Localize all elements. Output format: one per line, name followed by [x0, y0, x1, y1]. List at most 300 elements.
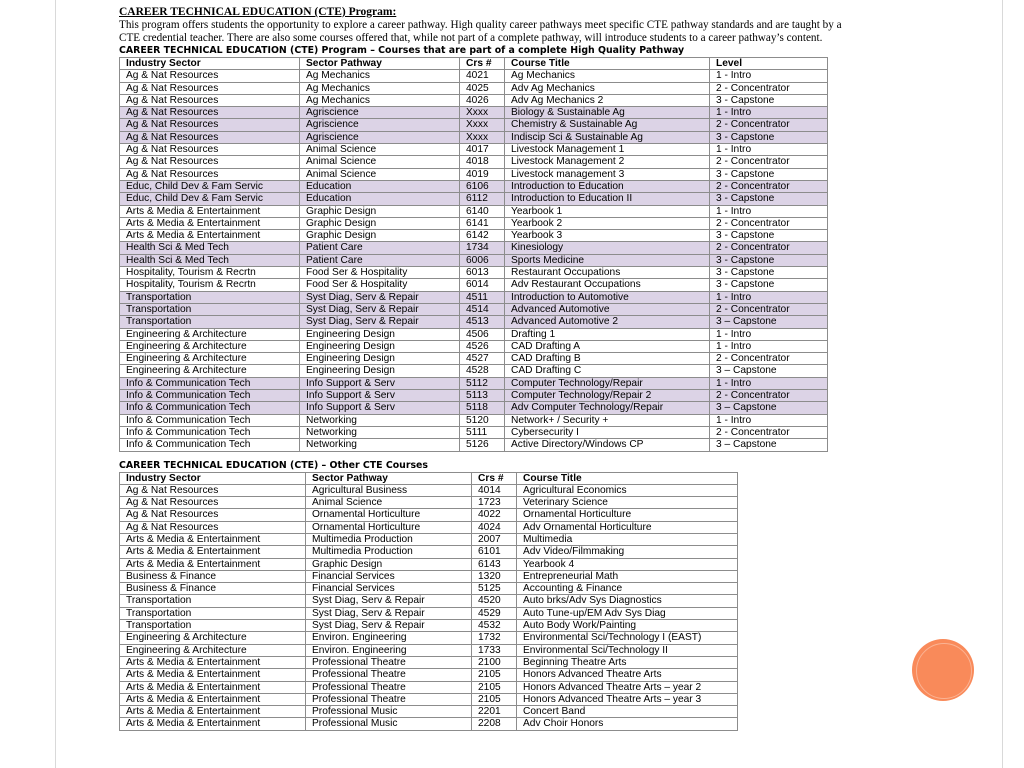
table-row [120, 230, 828, 242]
table-cell: Info & Communication Tech [120, 414, 300, 426]
table-cell: Transportation [120, 303, 300, 315]
table-cell: 6014 [460, 279, 505, 291]
table-row [120, 521, 738, 533]
table-cell: Transportation [120, 316, 300, 328]
table-cell: 4021 [460, 70, 505, 82]
table-cell: Hospitality, Tourism & Recrtn [120, 267, 300, 279]
table-cell: Ag & Nat Resources [120, 156, 300, 168]
table-row [120, 607, 738, 619]
table-cell: 4514 [460, 303, 505, 315]
table-cell: Restaurant Occupations [505, 267, 710, 279]
table-cell: Arts & Media & Entertainment [120, 681, 306, 693]
table-cell: 1 - Intro [710, 340, 828, 352]
table-cell: 3 - Capstone [710, 94, 828, 106]
table-cell: Environ. Engineering [306, 644, 472, 656]
table-cell: 2 - Concentrator [710, 156, 828, 168]
table-cell: Adv Ag Mechanics 2 [505, 94, 710, 106]
table-cell: 2105 [472, 669, 517, 681]
table-cell: Info Support & Serv [300, 390, 460, 402]
table-cell: 4019 [460, 168, 505, 180]
table-cell: Transportation [120, 607, 306, 619]
table-cell: Arts & Media & Entertainment [120, 230, 300, 242]
table-cell: Syst Diag, Serv & Repair [306, 607, 472, 619]
table-cell: 2100 [472, 656, 517, 668]
table-cell: Introduction to Education [505, 180, 710, 192]
table-cell: 2 - Concentrator [710, 180, 828, 192]
table-row [120, 107, 828, 119]
table-cell: Ag & Nat Resources [120, 144, 300, 156]
table-cell: Honors Advanced Theatre Arts [517, 669, 738, 681]
table-cell: Adv Choir Honors [517, 718, 738, 730]
column-header: Sector Pathway [300, 58, 460, 70]
table-cell: Engineering Design [300, 365, 460, 377]
table-cell: Graphic Design [300, 230, 460, 242]
table-row [120, 205, 828, 217]
table-cell: Ag & Nat Resources [120, 497, 306, 509]
table-cell: Arts & Media & Entertainment [120, 546, 306, 558]
table-cell: 3 - Capstone [710, 230, 828, 242]
table-cell: Food Ser & Hospitality [300, 267, 460, 279]
table-cell: Engineering Design [300, 328, 460, 340]
table-cell: 5125 [472, 583, 517, 595]
table-cell: Info & Communication Tech [120, 377, 300, 389]
table-row [120, 217, 828, 229]
table-cell: 6141 [460, 217, 505, 229]
table-cell: Ag & Nat Resources [120, 521, 306, 533]
table-cell: Business & Finance [120, 583, 306, 595]
table-row [120, 509, 738, 521]
table-row [120, 533, 738, 545]
table-cell: Computer Technology/Repair 2 [505, 390, 710, 402]
table-cell: Financial Services [306, 583, 472, 595]
table-cell: Adv Ornamental Horticulture [517, 521, 738, 533]
table-cell: Graphic Design [300, 217, 460, 229]
table-cell: Info & Communication Tech [120, 402, 300, 414]
table-row [120, 328, 828, 340]
table-cell: 1 - Intro [710, 414, 828, 426]
table-cell: Patient Care [300, 242, 460, 254]
table-row [120, 558, 738, 570]
table-cell: Hospitality, Tourism & Recrtn [120, 279, 300, 291]
column-header: Industry Sector [120, 58, 300, 70]
table-cell: 3 - Capstone [710, 193, 828, 205]
table-cell: Indiscip Sci & Sustainable Ag [505, 131, 710, 143]
table-row [120, 718, 738, 730]
table-cell: Graphic Design [306, 558, 472, 570]
table-cell: Arts & Media & Entertainment [120, 718, 306, 730]
table-row [120, 303, 828, 315]
table-cell: Animal Science [300, 168, 460, 180]
table-cell: Graphic Design [300, 205, 460, 217]
table-cell: Engineering Design [300, 340, 460, 352]
table-cell: 4511 [460, 291, 505, 303]
table-cell: 5113 [460, 390, 505, 402]
table-cell: Professional Theatre [306, 656, 472, 668]
table-row [120, 583, 738, 595]
table-cell: 2 - Concentrator [710, 217, 828, 229]
table-cell: Environmental Sci/Technology II [517, 644, 738, 656]
table-cell: 4022 [472, 509, 517, 521]
table-cell: 1733 [472, 644, 517, 656]
table-cell: 6006 [460, 254, 505, 266]
table-cell: Agriscience [300, 131, 460, 143]
column-header: Course Title [517, 472, 738, 484]
table-cell: Cybersecurity I [505, 426, 710, 438]
table-cell: 4018 [460, 156, 505, 168]
table-cell: Adv Restaurant Occupations [505, 279, 710, 291]
table-cell: Computer Technology/Repair [505, 377, 710, 389]
table-cell: 4506 [460, 328, 505, 340]
table-cell: Ag & Nat Resources [120, 119, 300, 131]
table-row [120, 353, 828, 365]
table-cell: 4025 [460, 82, 505, 94]
table-cell: 4527 [460, 353, 505, 365]
table-cell: 1734 [460, 242, 505, 254]
table-row [120, 439, 828, 451]
table-cell: 3 - Capstone [710, 168, 828, 180]
column-header: Sector Pathway [306, 472, 472, 484]
table-cell: 2 - Concentrator [710, 390, 828, 402]
table-cell: 3 – Capstone [710, 439, 828, 451]
table-cell: Entrepreneurial Math [517, 570, 738, 582]
table-row [120, 131, 828, 143]
table-row [120, 693, 738, 705]
table-row [120, 340, 828, 352]
table-cell: Sports Medicine [505, 254, 710, 266]
table-cell: 1723 [472, 497, 517, 509]
table-cell: Ag & Nat Resources [120, 509, 306, 521]
table-cell: Transportation [120, 620, 306, 632]
table-row [120, 426, 828, 438]
table-cell: 4529 [472, 607, 517, 619]
table-cell: 6142 [460, 230, 505, 242]
table-cell: Business & Finance [120, 570, 306, 582]
table-row [120, 377, 828, 389]
table-cell: Agricultural Economics [517, 484, 738, 496]
table-cell: Arts & Media & Entertainment [120, 656, 306, 668]
table-cell: 1 - Intro [710, 70, 828, 82]
table-cell: CAD Drafting B [505, 353, 710, 365]
table2-caption: CAREER TECHNICAL EDUCATION (CTE) – Other CTE Courses [119, 459, 428, 471]
table-cell: 1 - Intro [710, 377, 828, 389]
table-cell: Info & Communication Tech [120, 390, 300, 402]
table-cell: 1320 [472, 570, 517, 582]
table-cell: Arts & Media & Entertainment [120, 533, 306, 545]
table-cell: Arts & Media & Entertainment [120, 205, 300, 217]
table-cell: 2105 [472, 693, 517, 705]
table-cell: Yearbook 4 [517, 558, 738, 570]
table-cell: 1 - Intro [710, 144, 828, 156]
table-cell: 2 - Concentrator [710, 82, 828, 94]
table1-caption: CAREER TECHNICAL EDUCATION (CTE) Program – Courses that are part of a complete High Quality Pathway [119, 45, 685, 56]
table-cell: Xxxx [460, 119, 505, 131]
table-cell: Professional Music [306, 718, 472, 730]
table-cell: Syst Diag, Serv & Repair [306, 595, 472, 607]
table-cell: CAD Drafting C [505, 365, 710, 377]
table-cell: Patient Care [300, 254, 460, 266]
table-cell: 4024 [472, 521, 517, 533]
table-cell: CAD Drafting A [505, 340, 710, 352]
table-cell: Info Support & Serv [300, 402, 460, 414]
table-header-row [120, 472, 738, 484]
table-cell: Ag Mechanics [300, 82, 460, 94]
table-cell: Advanced Automotive 2 [505, 316, 710, 328]
program-title: CAREER TECHNICAL EDUCATION (CTE) Program: [119, 6, 397, 18]
table-cell: Livestock management 3 [505, 168, 710, 180]
table-cell: Ag & Nat Resources [120, 82, 300, 94]
table-cell: Food Ser & Hospitality [300, 279, 460, 291]
table-cell: 2208 [472, 718, 517, 730]
table-cell: 6112 [460, 193, 505, 205]
table-cell: 5111 [460, 426, 505, 438]
table-cell: 1 - Intro [710, 328, 828, 340]
table-row [120, 497, 738, 509]
table-cell: Concert Band [517, 706, 738, 718]
table-row [120, 402, 828, 414]
table-cell: Network+ / Security + [505, 414, 710, 426]
table-cell: Auto Body Work/Painting [517, 620, 738, 632]
table-cell: 3 - Capstone [710, 279, 828, 291]
table-cell: 2 - Concentrator [710, 242, 828, 254]
table-row [120, 414, 828, 426]
table-cell: 5120 [460, 414, 505, 426]
table-cell: Arts & Media & Entertainment [120, 217, 300, 229]
table-cell: Health Sci & Med Tech [120, 254, 300, 266]
table-cell: Info & Communication Tech [120, 426, 300, 438]
table-cell: Ornamental Horticulture [517, 509, 738, 521]
table-cell: 6106 [460, 180, 505, 192]
table-cell: Ag & Nat Resources [120, 131, 300, 143]
table-cell: 4513 [460, 316, 505, 328]
table-cell: Transportation [120, 291, 300, 303]
table-cell: Biology & Sustainable Ag [505, 107, 710, 119]
table-cell: 4026 [460, 94, 505, 106]
table-cell: Syst Diag, Serv & Repair [300, 303, 460, 315]
table-row [120, 70, 828, 82]
table-cell: Engineering & Architecture [120, 340, 300, 352]
table-cell: Xxxx [460, 131, 505, 143]
table-cell: Arts & Media & Entertainment [120, 669, 306, 681]
table-cell: 2007 [472, 533, 517, 545]
table-cell: Networking [300, 426, 460, 438]
table-cell: 2 - Concentrator [710, 119, 828, 131]
table-cell: Advanced Automotive [505, 303, 710, 315]
table-cell: Introduction to Automotive [505, 291, 710, 303]
table-cell: Networking [300, 439, 460, 451]
decorative-circle-ring [916, 643, 972, 699]
table-cell: Introduction to Education II [505, 193, 710, 205]
table-cell: Active Directory/Windows CP [505, 439, 710, 451]
table-cell: 5118 [460, 402, 505, 414]
table-cell: Honors Advanced Theatre Arts – year 3 [517, 693, 738, 705]
table-cell: Kinesiology [505, 242, 710, 254]
table-cell: Ag & Nat Resources [120, 94, 300, 106]
table-cell: Accounting & Finance [517, 583, 738, 595]
table-cell: Engineering & Architecture [120, 644, 306, 656]
table-cell: Health Sci & Med Tech [120, 242, 300, 254]
table-cell: Animal Science [300, 156, 460, 168]
table-cell: Adv Video/Filmmaking [517, 546, 738, 558]
table-cell: 1 - Intro [710, 107, 828, 119]
table-cell: Syst Diag, Serv & Repair [300, 316, 460, 328]
table-cell: 2105 [472, 681, 517, 693]
table-cell: 3 – Capstone [710, 402, 828, 414]
program-intro: This program offers students the opportunity to explore a career pathway. High quality career pathways meet specific CTE pathway standards and are taught by a CTE credential teacher. There are also some courses offered that, while not part of a complete pathway, will introduce students to a career pathway’s content. [119, 19, 842, 44]
column-header: Industry Sector [120, 472, 306, 484]
table-row [120, 644, 738, 656]
table-cell: Ag Mechanics [300, 70, 460, 82]
table-cell: 3 – Capstone [710, 365, 828, 377]
table-cell: Education [300, 180, 460, 192]
table-cell: Ag & Nat Resources [120, 107, 300, 119]
table-row [120, 144, 828, 156]
table-cell: Multimedia [517, 533, 738, 545]
table-row [120, 656, 738, 668]
table-row [120, 706, 738, 718]
table-cell: Animal Science [306, 497, 472, 509]
table-row [120, 632, 738, 644]
table-cell: Arts & Media & Entertainment [120, 693, 306, 705]
table-cell: 2 - Concentrator [710, 353, 828, 365]
table-row [120, 168, 828, 180]
table-cell: 5126 [460, 439, 505, 451]
table-cell: Ag & Nat Resources [120, 70, 300, 82]
table-row [120, 484, 738, 496]
table-row [120, 365, 828, 377]
table-cell: Agricultural Business [306, 484, 472, 496]
table-row [120, 254, 828, 266]
table-row [120, 570, 738, 582]
table-cell: Professional Theatre [306, 693, 472, 705]
table-cell: Engineering & Architecture [120, 365, 300, 377]
table-cell: Educ, Child Dev & Fam Servic [120, 180, 300, 192]
table-cell: 4526 [460, 340, 505, 352]
table-cell: Professional Theatre [306, 669, 472, 681]
table-cell: Info & Communication Tech [120, 439, 300, 451]
table-cell: 4520 [472, 595, 517, 607]
table-cell: Ag & Nat Resources [120, 168, 300, 180]
table-cell: 6013 [460, 267, 505, 279]
table-cell: Livestock Management 1 [505, 144, 710, 156]
table-cell: Ornamental Horticulture [306, 521, 472, 533]
table-cell: 6143 [472, 558, 517, 570]
table-row [120, 316, 828, 328]
table-cell: Educ, Child Dev & Fam Servic [120, 193, 300, 205]
table-cell: Transportation [120, 595, 306, 607]
column-header: Level [710, 58, 828, 70]
table-cell: 2201 [472, 706, 517, 718]
table-cell: Drafting 1 [505, 328, 710, 340]
table-cell: 3 – Capstone [710, 316, 828, 328]
table-row [120, 291, 828, 303]
table-cell: Arts & Media & Entertainment [120, 558, 306, 570]
table-cell: Financial Services [306, 570, 472, 582]
table-cell: Engineering & Architecture [120, 328, 300, 340]
table-cell: Environ. Engineering [306, 632, 472, 644]
column-header: Course Title [505, 58, 710, 70]
table-cell: Engineering Design [300, 353, 460, 365]
table-row [120, 193, 828, 205]
table-cell: Professional Theatre [306, 681, 472, 693]
table-cell: Multimedia Production [306, 546, 472, 558]
table-cell: 2 - Concentrator [710, 426, 828, 438]
table-cell: Agriscience [300, 119, 460, 131]
table-cell: 3 - Capstone [710, 254, 828, 266]
table-cell: Animal Science [300, 144, 460, 156]
table-cell: 4528 [460, 365, 505, 377]
table-cell: Syst Diag, Serv & Repair [306, 620, 472, 632]
column-header: Crs # [460, 58, 505, 70]
table-cell: Agriscience [300, 107, 460, 119]
table-cell: 6101 [472, 546, 517, 558]
table-cell: 2 - Concentrator [710, 303, 828, 315]
table-cell: Auto brks/Adv Sys Diagnostics [517, 595, 738, 607]
table-cell: Education [300, 193, 460, 205]
table-cell: 1 - Intro [710, 205, 828, 217]
table-row [120, 94, 828, 106]
table-row [120, 681, 738, 693]
table-cell: 3 - Capstone [710, 267, 828, 279]
document-content [119, 6, 879, 731]
table-row [120, 242, 828, 254]
table-cell: 6140 [460, 205, 505, 217]
table-cell: Beginning Theatre Arts [517, 656, 738, 668]
table-cell: 1 - Intro [710, 291, 828, 303]
table-cell: Environmental Sci/Technology I (EAST) [517, 632, 738, 644]
table-row [120, 390, 828, 402]
table-cell: 5112 [460, 377, 505, 389]
table-header-row [120, 58, 828, 70]
table-row [120, 546, 738, 558]
table-cell: Syst Diag, Serv & Repair [300, 291, 460, 303]
table-row [120, 620, 738, 632]
column-header: Crs # [472, 472, 517, 484]
table-cell: 4532 [472, 620, 517, 632]
table-cell: Auto Tune-up/EM Adv Sys Diag [517, 607, 738, 619]
table-cell: Ag & Nat Resources [120, 484, 306, 496]
table-cell: Veterinary Science [517, 497, 738, 509]
table-cell: Ag Mechanics [300, 94, 460, 106]
table-cell: Xxxx [460, 107, 505, 119]
table-cell: Yearbook 3 [505, 230, 710, 242]
table-cell: Arts & Media & Entertainment [120, 706, 306, 718]
table-cell: 3 - Capstone [710, 131, 828, 143]
table-cell: Adv Computer Technology/Repair [505, 402, 710, 414]
table-cell: Adv Ag Mechanics [505, 82, 710, 94]
other-courses-table [119, 472, 738, 731]
table-row [120, 119, 828, 131]
table-cell: Multimedia Production [306, 533, 472, 545]
table-cell: Ag Mechanics [505, 70, 710, 82]
table-cell: Ornamental Horticulture [306, 509, 472, 521]
table-cell: Networking [300, 414, 460, 426]
table-row [120, 279, 828, 291]
table-cell: Livestock Management 2 [505, 156, 710, 168]
table-row [120, 595, 738, 607]
table-cell: Professional Music [306, 706, 472, 718]
table-cell: 1732 [472, 632, 517, 644]
table-cell: Engineering & Architecture [120, 632, 306, 644]
pathway-courses-table [119, 57, 828, 452]
table-cell: Yearbook 1 [505, 205, 710, 217]
table-row [120, 669, 738, 681]
table-cell: Honors Advanced Theatre Arts – year 2 [517, 681, 738, 693]
table-row [120, 180, 828, 192]
table-row [120, 267, 828, 279]
table-row [120, 156, 828, 168]
table-cell: 4014 [472, 484, 517, 496]
table-cell: 4017 [460, 144, 505, 156]
